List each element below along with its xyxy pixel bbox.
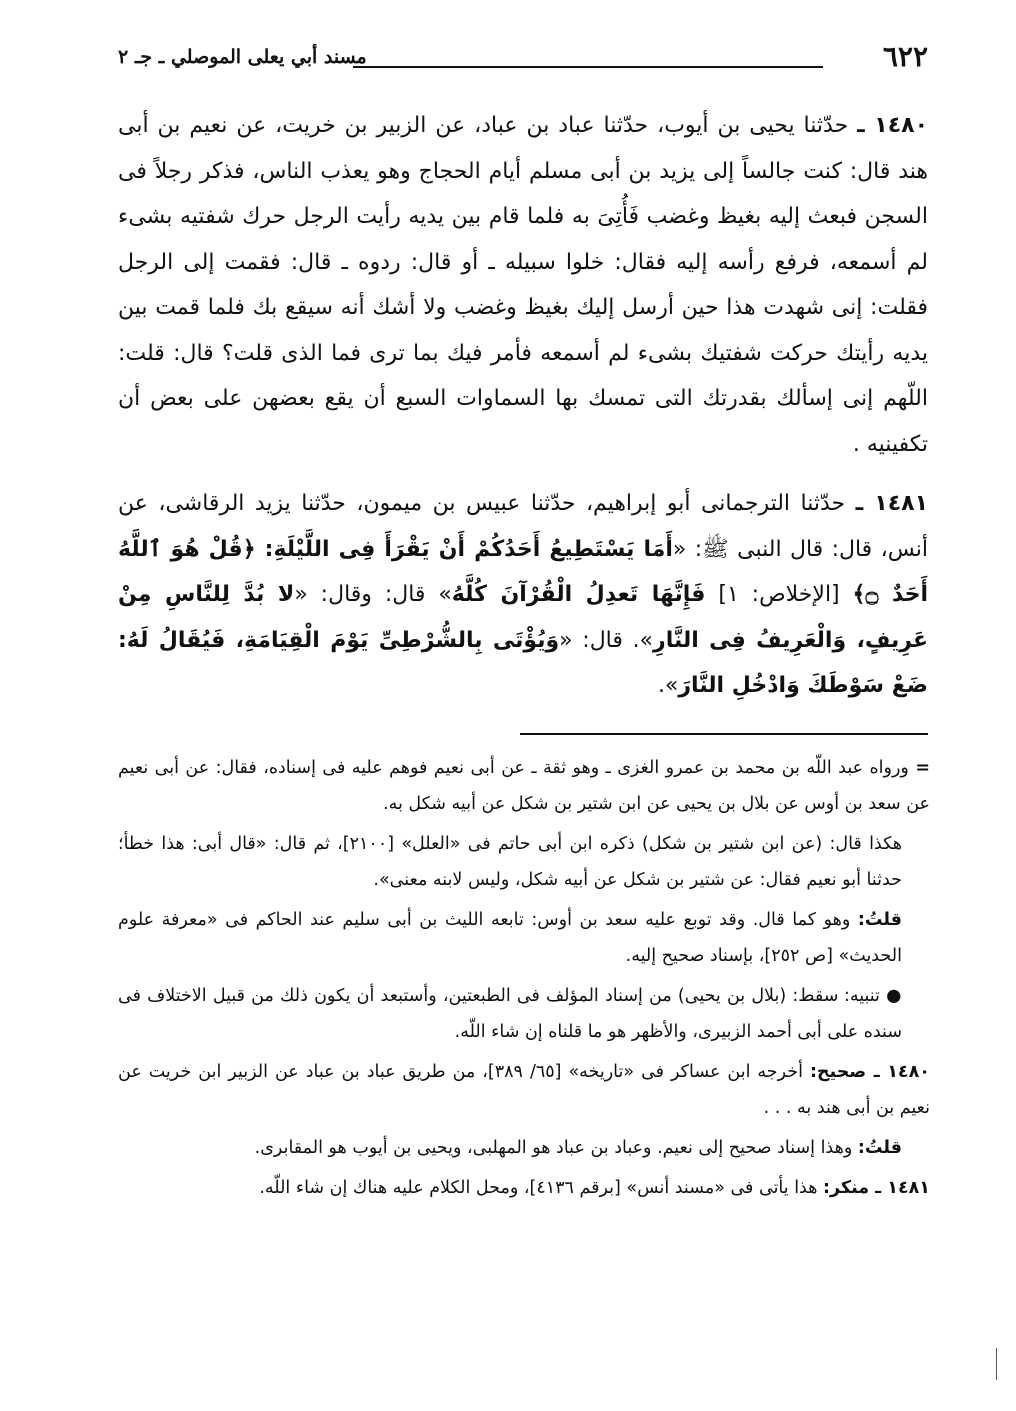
hadith-text: ». [657,673,679,698]
prophetic-quote: لا بُدَّ لِلنَّاسِ مِنْ عَرِيفٍ، وَالْعَرِيفُ فِى النَّارِ [118,582,929,653]
footnote-paragraph [118,1130,930,1166]
bullet-icon: ● [886,986,902,1006]
footnote-paragraph [118,902,930,974]
hadith-1480 [118,103,928,467]
footnotes [118,750,930,1210]
footnote-lead: قلتُ: [857,910,902,930]
hadith-text: ». قال: « [559,627,654,653]
footnote-warning [118,978,930,1050]
footnote-text: وهو كما قال. وقد توبع عليه سعد بن أوس: تابعه الليث بن أبى سليم عند الحاكم فى «معرفة علوم الحديث» [ص ٢٥٢]، بإسناد صحيح إليه. [118,910,902,966]
footnote-continuation [118,750,930,822]
hadith-number: ١٤٨١ ـ [855,491,929,516]
footnote-text: أخرجه ابن عساكر فى «تاريخه» [٦٥/ ٣٨٩]، من طريق عباد بن عباد عن الزبير ابن خريت عن نعيم بن أبى هند به . . . [118,1062,930,1118]
header-rule [353,66,823,68]
footnote-lead: ١٤٨١ ـ منكر: [823,1178,930,1198]
footnote-takhrij-1481 [118,1170,930,1206]
main-text [118,103,928,709]
footnote-text: هذا يأتى فى «مسند أنس» [برقم ٤١٣٦]، ومحل الكلام عليه هناك إن شاء اللّه. [259,1178,824,1198]
hadith-number: ١٤٨٠ ـ [857,113,929,138]
footnote-takhrij-1480 [118,1054,930,1126]
prophetic-quote: فَإِنَّهَا تَعدِلُ الْقُرْآنَ كُلَّهُ [451,582,706,607]
page-header [118,40,928,80]
footnote-text: ورواه عبد اللّه بن محمد بن عمرو الغزى ـ وهو ثقة ـ عن أبى نعيم فوهم عليه فى إسناده، فقال: عن أبى نعيم عن سعد بن أوس عن بلال بن يحيى عن ابن شتير بن شكل عن أبيه شكل به. [118,758,930,814]
continuation-marker: = [915,758,930,778]
hadith-text: [الإخلاص: ١] [705,582,853,607]
hadith-text: حدّثنا الترجمانى أبو إبراهيم، حدّثنا عبيس بن ميمون، حدّثنا يزيد الرقاشى، عن أنس، قال: قال النبى ﷺ: « [118,491,928,562]
prophetic-quote: وَيُؤْتَى بِالشُّرْطِىِّ يَوْمَ الْقِيَامَةِ، فَيُقَالُ لَهُ: ضَعْ سَوْطَكَ وَادْخُلِ النَّارَ [118,627,928,698]
hadith-text: » قال: وقال: « [294,582,452,607]
footnote-text: هكذا قال: (عن ابن شتير بن شكل) ذكره ابن أبى حاتم فى «العلل» [٢١٠٠]، ثم قال: «قال أبى: هذا خطأ؛ حدثنا أبو نعيم فقال: عن شتير بن شكل عن أبيه شكل، وليس لابنه معنى». [118,834,903,890]
prophetic-quote: أَمَا يَسْتَطِيعُ أَحَدُكُمْ أَنْ يَقْرَأَ فِى اللَّيْلَةِ: ﴿قُلْ هُوَ ٱللَّهُ أَحَدٌ ۝﴾ [118,536,928,607]
margin-mark [996,1348,997,1380]
footnote-text: وهذا إسناد صحيح إلى نعيم. وعباد بن عباد هو المهلبى، ويحيى بن أيوب هو المقابرى. [254,1138,858,1158]
footnote-lead: ١٤٨٠ ـ صحيح: [809,1062,930,1082]
footnote-paragraph [118,826,930,898]
footnote-text: تنبيه: سقط: (بلال بن يحيى) من إسناد المؤلف فى الطبعتين، وأستبعد أن يكون ذلك من قبيل الاختلاف فى سنده على أبى أحمد الزبيرى، والأظهر هو ما قلناه إن شاء اللّه. [118,986,902,1042]
page-number: ٦٢٢ [882,40,928,73]
footnote-lead: قلتُ: [857,1138,902,1158]
running-title: مسند أبي يعلى الموصلي ـ جـ ٢ [118,46,367,68]
hadith-text: حدّثنا يحيى بن أيوب، حدّثنا عباد بن عباد، عن الزبير بن خريت، عن نعيم بن أبى هند قال: كنت جالساً إلى يزيد بن أبى مسلم أيام الحجاج وهو يعذب الناس، فذكر رجلاً فى السجن فبعث إليه بغيظ وغضب فَأُتِىَ به فلما قام بين يديه رأيت الرجل حرك شفتيه بشىء لم أسمعه، فرفع رأسه إليه فقال: خلوا سبيله ـ أو قال: ردوه ـ قال: فقمت إلى الرجل فقلت: إنى شهدت هذا حين أرسل إليك بغيظ وغضب ولا أشك أنه سيقع بك فلما قمت بين يديه رأيتك حركت شفتيك بشىء لم أسمعه فأمر فيك بما ترى فما الذى قلت؟ قال: قلت: اللّهم إنى إسألك بقدرتك التى تمسك بها السماوات السبع أن يقع بعضهن على بعض أن تكفينيه . [118,113,928,457]
footnote-separator [520,733,928,735]
hadith-1481 [118,481,928,709]
